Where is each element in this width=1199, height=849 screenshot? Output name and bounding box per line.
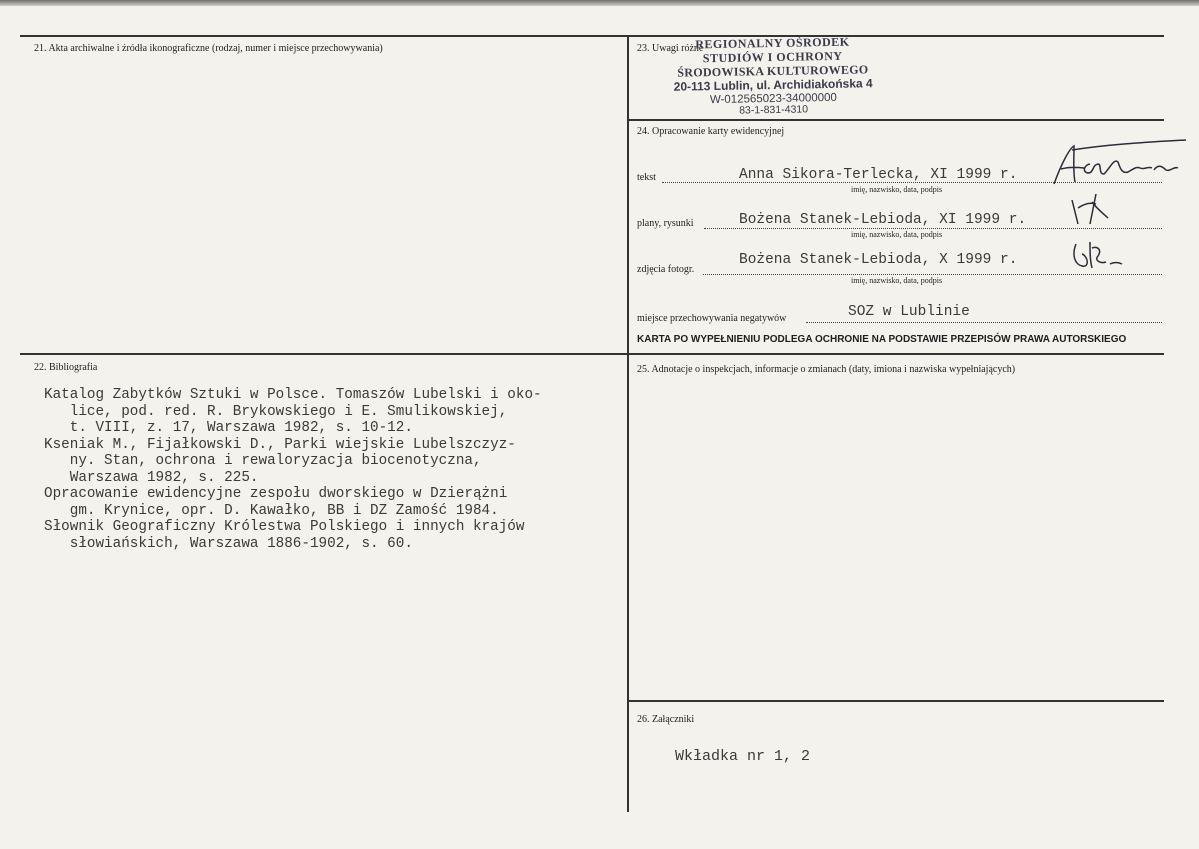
institution-stamp <box>667 34 878 117</box>
attachments-value: Wkładka nr 1, 2 <box>675 748 811 765</box>
field-24-label: 24. Opracowanie karty ewidencyjnej <box>637 126 785 137</box>
form-left-row-divider <box>20 353 627 355</box>
bibliography-entry: Kseniak M., Fijałkowski D., Parki wiejskie Lubelszczyz- ny. Stan, ochrona i rewaloryzacja biocenotyczna, Warszawa 1982, s. 225. <box>44 436 516 486</box>
field-22-label: 22. Bibliografia <box>34 362 98 373</box>
stamp-line: STUDIÓW I OCHRONY <box>702 48 843 66</box>
negatives-location-value: SOZ w Lublinie <box>848 304 970 320</box>
field-23-label: 23. Uwagi różne <box>637 43 704 54</box>
field-21-label: 21. Akta archiwalne i źródła ikonograficzne (rodzaj, numer i miejsce przechowywania) <box>34 43 383 54</box>
bibliography-entry: Katalog Zabytków Sztuki w Polsce. Tomaszów Lubelski i oko- lice, pod. red. R. Brykowskiego i E. Smulikowskiej, t. VIII, z. 17, Warszawa 1982, s. 10-12. <box>44 387 542 436</box>
bibliography-list <box>44 387 634 552</box>
plans-author-sublabel: imię, nazwisko, data, podpis <box>851 230 943 239</box>
photos-author-value: Bożena Stanek-Lebioda, X 1999 r. <box>739 252 1018 268</box>
bibliography-entry: Słownik Geograficzny Królestwa Polskiego i innych krajów słowiańskich, Warszawa 1886-1902, s. 60. <box>44 519 525 552</box>
stamp-line: ŚRODOWISKA KULTUROWEGO <box>677 62 869 80</box>
form-right-row-divider-23-24 <box>628 119 1164 121</box>
stamp-line: 20-113 Lublin, ul. Archidiakońska 4 <box>673 76 873 94</box>
bibliography-entry: Opracowanie ewidencyjne zespołu dworskiego w Dzierążni gm. Krynice, opr. D. Kawałko, BB i DZ Zamość 1984. <box>44 486 508 519</box>
plans-author-value: Bożena Stanek-Lebioda, XI 1999 r. <box>739 212 1027 228</box>
signature-3 <box>1066 236 1126 274</box>
field-25-label: 25. Adnotacje o inspekcjach, informacje o zmianach (daty, imiona i nazwiska wypełniających) <box>637 364 1016 375</box>
photos-author-dotted-line <box>703 274 1162 275</box>
text-author-sublabel: imię, nazwisko, data, podpis <box>851 185 943 194</box>
photos-author-label: zdjęcia fotogr. <box>637 264 695 275</box>
negatives-location-dotted-line <box>806 322 1162 323</box>
photos-author-sublabel: imię, nazwisko, data, podpis <box>851 276 943 285</box>
plans-author-dotted-line <box>704 228 1162 229</box>
stamp-line: 83-1-831-4310 <box>739 103 809 117</box>
negatives-location-label: miejsce przechowywania negatywów <box>637 313 787 324</box>
signature-2 <box>1066 190 1126 228</box>
field-26-label: 26. Załączniki <box>637 714 695 725</box>
form-right-row-divider-24-25 <box>628 353 1164 355</box>
stamp-line: REGIONALNY OŚRODEK <box>695 34 850 52</box>
form-top-border <box>20 35 1164 37</box>
signature-1 <box>1040 138 1190 190</box>
stamp-line: W-012565023-34000000 <box>709 91 838 107</box>
text-author-value: Anna Sikora-Terlecka, XI 1999 r. <box>739 167 1018 183</box>
form-right-row-divider-25-26 <box>628 700 1164 702</box>
scan-top-edge <box>0 0 1199 6</box>
copyright-notice: KARTA PO WYPEŁNIENIU PODLEGA OCHRONIE NA PODSTAWIE PRZEPISÓW PRAWA AUTORSKIEGO <box>637 334 1127 345</box>
plans-author-label: plany, rysunki <box>637 218 694 229</box>
text-author-label: tekst <box>637 172 656 183</box>
